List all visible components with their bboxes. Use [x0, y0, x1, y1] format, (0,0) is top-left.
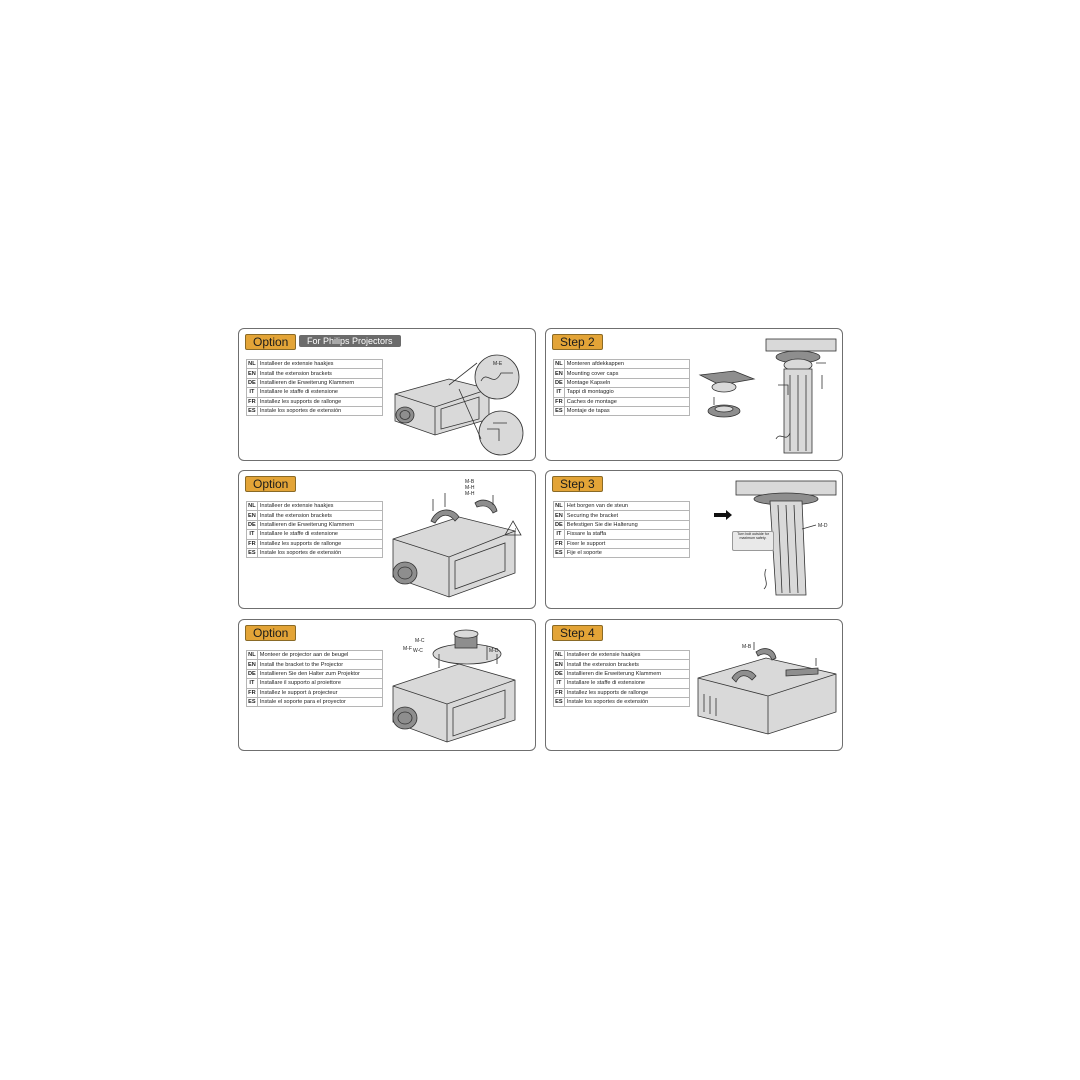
brackets-illustration	[389, 477, 535, 605]
part-label: M-C	[415, 638, 425, 644]
instruction-text: Instale los soportes de extensión	[257, 406, 382, 415]
instruction-text: Installare le staffe di estensione	[257, 530, 382, 539]
table-row	[247, 679, 383, 688]
instruction-text: Install the extension brackets	[564, 660, 689, 669]
table-row	[247, 378, 383, 387]
instruction-text: Securing the bracket	[564, 511, 689, 520]
language-code: DE	[248, 521, 256, 528]
language-code: EN	[555, 512, 563, 519]
table-row	[247, 520, 383, 529]
language-code: IT	[247, 388, 258, 397]
table-row	[554, 378, 690, 387]
language-code: NL	[248, 361, 256, 368]
instruction-text: Installez les supports de rallonge	[564, 688, 689, 697]
table-row	[554, 530, 690, 539]
language-code: EN	[248, 512, 256, 519]
instruction-text: Installeer de extensie haakjes	[564, 651, 689, 660]
cover-caps-illustration	[694, 335, 842, 459]
table-row	[554, 669, 690, 678]
language-code: DE	[555, 670, 563, 677]
table-row	[247, 530, 383, 539]
instruction-text: Fije el soporte	[564, 548, 689, 557]
svg-text:!: !	[515, 528, 517, 534]
table-row	[554, 388, 690, 397]
instruction-text: Mounting cover caps	[564, 369, 689, 378]
instruction-text: Installare il supporto al proiettore	[257, 679, 382, 688]
panel-step-3	[545, 470, 843, 609]
language-code: NL	[248, 503, 256, 510]
instruction-text: Installez les supports de rallonge	[257, 397, 382, 406]
instruction-text: Installieren die Erweiterung Klammern	[257, 378, 382, 387]
language-code: IT	[554, 388, 565, 397]
language-code: ES	[555, 550, 563, 557]
language-code: ES	[555, 699, 563, 706]
step-tag: Option	[245, 334, 296, 350]
table-row	[554, 688, 690, 697]
table-row	[554, 397, 690, 406]
language-code: EN	[555, 370, 563, 377]
step-tag: Option	[245, 476, 296, 492]
table-row	[247, 651, 383, 660]
instruction-text: Befestigen Sie die Halterung	[564, 520, 689, 529]
instruction-text: Fixer le support	[564, 539, 689, 548]
language-code: EN	[555, 661, 563, 668]
table-row	[554, 406, 690, 415]
language-code: NL	[555, 652, 563, 659]
language-table	[553, 359, 690, 416]
instruction-text: Installez le support à projecteur	[257, 688, 382, 697]
step-tag: Step 3	[552, 476, 603, 492]
language-code: FR	[248, 540, 256, 547]
language-code: IT	[247, 679, 258, 688]
table-row	[554, 511, 690, 520]
instruction-text: Montaje de tapas	[564, 406, 689, 415]
step-tag: Step 4	[552, 625, 603, 641]
language-code: NL	[248, 652, 256, 659]
language-table	[553, 650, 690, 707]
projector-illustration	[389, 349, 529, 459]
table-row	[554, 679, 690, 688]
language-code: ES	[248, 408, 256, 415]
table-row	[247, 688, 383, 697]
step-tag: Step 2	[552, 334, 603, 350]
panel-option-mount	[238, 619, 536, 751]
subtitle-badge: For Philips Projectors	[299, 335, 401, 347]
table-row	[554, 360, 690, 369]
step-tag: Option	[245, 625, 296, 641]
table-row	[247, 548, 383, 557]
table-row	[247, 388, 383, 397]
language-table	[246, 359, 383, 416]
table-row	[247, 669, 383, 678]
instruction-text: Fissare la staffa	[564, 530, 689, 539]
language-code: IT	[247, 530, 258, 539]
language-code: DE	[555, 521, 563, 528]
part-label: M-B	[465, 479, 475, 485]
table-row	[247, 511, 383, 520]
table-row	[554, 520, 690, 529]
instruction-text: Installeer de extensie haakjes	[257, 502, 382, 511]
table-row	[247, 502, 383, 511]
instruction-text: Installez les supports de rallonge	[257, 539, 382, 548]
part-label: M-D	[818, 523, 828, 529]
part-label: M-F	[403, 646, 412, 652]
language-code: EN	[248, 370, 256, 377]
mount-projector-illustration	[387, 624, 535, 748]
instruction-text: Installieren die Erweiterung Klammern	[257, 520, 382, 529]
table-row	[554, 369, 690, 378]
table-row	[554, 502, 690, 511]
instruction-text: Instale el soporte para el proyector	[257, 697, 382, 706]
table-row	[247, 406, 383, 415]
language-table	[246, 501, 383, 558]
safety-note: Turn bolt outside for maximum safety.	[732, 531, 774, 551]
panel-step-2	[545, 328, 843, 461]
table-row	[554, 651, 690, 660]
extension-brackets-illustration	[694, 634, 842, 738]
instruction-text: Het borgen van de steun	[564, 502, 689, 511]
part-label: W-C	[413, 648, 423, 654]
instruction-text: Instale los soportes de extensión	[564, 697, 689, 706]
panel-step-4	[545, 619, 843, 751]
language-code: FR	[555, 689, 563, 696]
instruction-text: Monteer de projector aan de beugel	[257, 651, 382, 660]
language-code: DE	[555, 379, 563, 386]
instruction-text: Installieren die Erweiterung Klammern	[564, 669, 689, 678]
table-row	[247, 697, 383, 706]
panel-option-brackets	[238, 470, 536, 609]
table-row	[247, 360, 383, 369]
instruction-text: Install the bracket to the Projector	[257, 660, 382, 669]
table-row	[554, 548, 690, 557]
instruction-text: Install the extension brackets	[257, 369, 382, 378]
instruction-text: Tappi di montaggio	[564, 388, 689, 397]
language-code: NL	[555, 361, 563, 368]
table-row	[247, 369, 383, 378]
instruction-text: Install the extension brackets	[257, 511, 382, 520]
language-code: EN	[248, 661, 256, 668]
language-code: FR	[555, 540, 563, 547]
language-code: FR	[555, 398, 563, 405]
part-label: M-H	[465, 485, 475, 491]
table-row	[247, 539, 383, 548]
language-code: FR	[248, 689, 256, 696]
language-code: IT	[554, 679, 565, 688]
language-table	[553, 501, 690, 558]
language-code: ES	[248, 699, 256, 706]
table-row	[247, 660, 383, 669]
instruction-text: Instale los soportes de extensión	[257, 548, 382, 557]
instruction-text: Montage Kapseln	[564, 378, 689, 387]
instruction-text: Monteren afdekkappen	[564, 360, 689, 369]
table-row	[247, 397, 383, 406]
language-code: FR	[248, 398, 256, 405]
language-code: ES	[248, 550, 256, 557]
part-label: M-D	[489, 648, 499, 654]
language-code: DE	[248, 379, 256, 386]
instruction-text: Installeer de extensie haakjes	[257, 360, 382, 369]
language-code: ES	[555, 408, 563, 415]
part-label: M-E	[493, 361, 503, 367]
panel-option-philips	[238, 328, 536, 461]
language-code: IT	[554, 530, 565, 539]
instruction-text: Installare le staffe di estensione	[564, 679, 689, 688]
part-label: M-H	[465, 491, 475, 497]
table-row	[554, 539, 690, 548]
part-label: M-B	[742, 644, 752, 650]
language-code: DE	[248, 670, 256, 677]
language-code: NL	[555, 503, 563, 510]
instruction-text: Installieren Sie den Halter zum Projektor	[257, 669, 382, 678]
table-row	[554, 697, 690, 706]
language-table	[246, 650, 383, 707]
instruction-text: Installare le staffe di estensione	[257, 388, 382, 397]
table-row	[554, 660, 690, 669]
instruction-text: Caches de montage	[564, 397, 689, 406]
